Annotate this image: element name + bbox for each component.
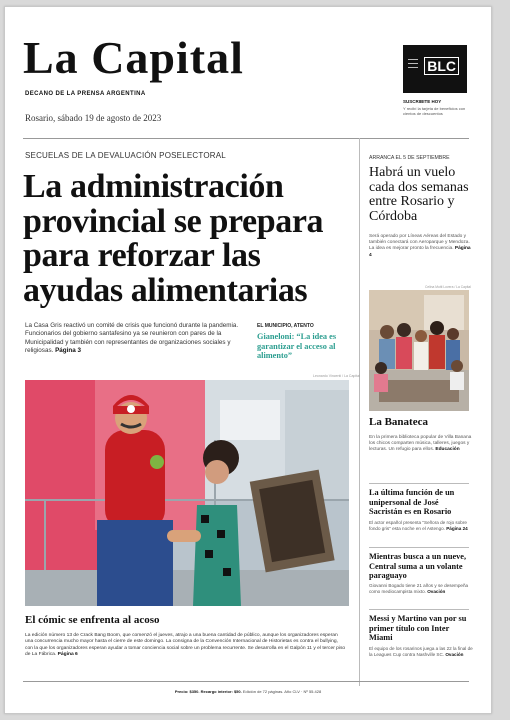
masthead-logo: La Capital: [23, 32, 244, 83]
banateca-photo[interactable]: [369, 290, 469, 411]
flight-page-ref: Página 4: [369, 246, 471, 258]
flight-body: Será operado por Líneas Aéreas del Estado y también conectará con Aeroparque y Mendoza. La idea es mejorar pronto la frecuencia. Página 4: [369, 234, 471, 258]
side-quote[interactable]: Gianeloni: “La idea es garantizar el acceso al alimento”: [257, 332, 337, 360]
footer-divider: [23, 681, 469, 682]
main-kicker: SECUELAS DE LA DEVALUACIÓN POSELECTORAL: [25, 151, 226, 160]
sacristan-body: El actor español presenta "Señora de rojo sobre fondo gris" esta noche en el Astengo. Página 24: [369, 520, 468, 531]
side-kicker: EL MUNICIPIO, ATENTO: [257, 323, 314, 329]
right-divider-1: [369, 483, 469, 484]
central-body: Giovanni Bogado tiene 21 años y se desempeña como mediocampista mixto. Ovación: [369, 583, 469, 594]
cover-page-ref: Página 6: [57, 652, 78, 658]
right-divider-3: [369, 609, 469, 610]
sacristan-page-ref: Página 24: [446, 526, 468, 531]
promo-title: SUSCRIBITE HOY: [403, 99, 442, 104]
main-lead: La Casa Gris reactivó un comité de crisis que funcionó durante la pandemia. Funcionarios del gobierno santafesino ya se reunieron con pares de la Municipalidad y también con representantes de organizaciones sociales y religiosas. Página 3: [25, 322, 239, 354]
photo-credit: Leonardo Vincenti / La Capital: [313, 374, 360, 378]
main-page-ref: Página 3: [55, 346, 82, 354]
sacristan-headline[interactable]: La última función de un unipersonal de José Sacristán es en Rosario: [369, 488, 455, 516]
flight-headline[interactable]: Habrá un vuelo cada dos semanas entre Rosario y Córdoba: [369, 165, 469, 224]
masthead-divider: [23, 138, 469, 139]
cover-body: La edición número 13 de Crack Bang Boom, que comenzó el jueves, atrajo a una buena cantidad de público, aunque los organizadores esperan una concurrencia mucho mayor hasta el cierre de este domingo. La consigna de la Convención Internacional de Historietas es contra el bullying, con la que los organizadores esperan ayudar a tomar conciencia social sobre un problema recurrente. Se desarrolla en el Galpón 11 y el tercer piso de La Fábrica. Página 6: [25, 633, 346, 658]
messi-headline[interactable]: Messi y Martino van por su primer título con Inter Miami: [369, 614, 467, 642]
dateline: Rosario, sábado 19 de agosto de 2023: [25, 113, 162, 123]
cover-photo[interactable]: [25, 380, 349, 606]
cover-headline[interactable]: El cómic se enfrenta al acoso: [25, 614, 160, 626]
main-headline[interactable]: La administración provincial se prepara para reforzar las ayudas alimentarias: [23, 168, 324, 309]
messi-body: El equipo de los rosarinos juega a las 22 la final de la Leagues Cup contra Nashville SC. Ovación: [369, 646, 473, 657]
banateca-headline[interactable]: La Banateca: [369, 416, 428, 428]
promo-lines-icon: [408, 59, 418, 71]
footer-info: Precio: $350. Recargo interior: $50. Edición de 72 páginas. Año CLV · Nº 55.428: [174, 689, 322, 694]
kids-photo-credit: Celina Mutti Lovera / La Capital: [425, 285, 471, 289]
promo-description: Y recibí la tarjeta de beneficios con cientos de descuentos: [403, 106, 466, 116]
masthead-tagline: DECANO DE LA PRENSA ARGENTINA: [25, 91, 146, 97]
central-headline[interactable]: Mientras busca a un nueve, Central suma a un volante paraguayo: [369, 552, 467, 580]
central-section-ref: Ovación: [427, 589, 446, 594]
newspaper-front-page: [4, 6, 492, 714]
flight-kicker: ARRANCA EL 5 DE SEPTIEMBRE: [369, 155, 450, 161]
column-divider: [359, 138, 360, 686]
banateca-body: En la primera biblioteca popular de Villa Banana los chicos comparten música, talleres, juegos y lecturas. Un refugio para ellos. Educación: [369, 435, 472, 453]
messi-section-ref: Ovación: [445, 652, 464, 657]
banateca-section-ref: Educación: [435, 447, 460, 453]
promo-logo: BLC: [424, 57, 459, 75]
promo-badge[interactable]: [403, 45, 467, 93]
right-divider-2: [369, 547, 469, 548]
